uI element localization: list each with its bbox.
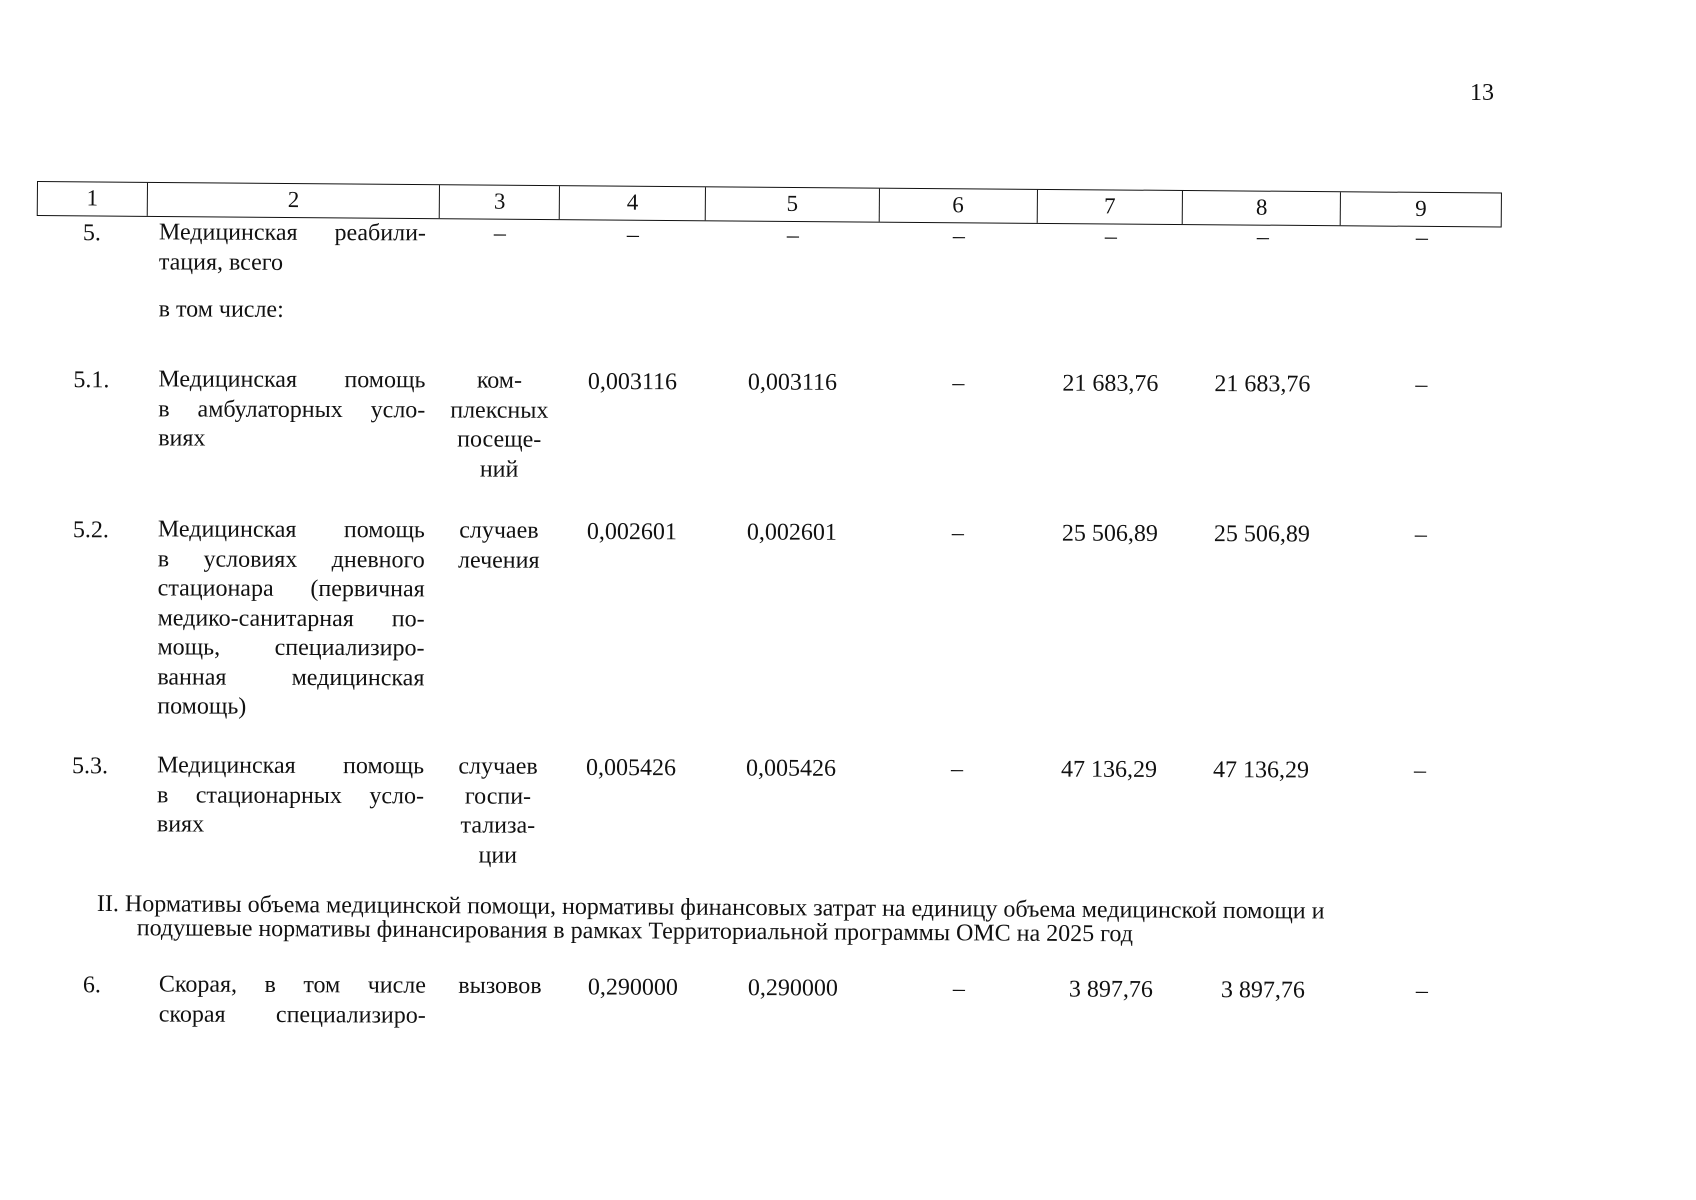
row-col-6: –	[951, 520, 964, 547]
table-row	[36, 295, 1501, 370]
row-name	[145, 515, 439, 723]
row-col-7: 47 136,29	[1061, 756, 1158, 783]
header-cell-6: 6	[880, 189, 1038, 223]
row-col-6	[880, 298, 1038, 299]
row-col-8	[1184, 299, 1342, 300]
row-col-9: –	[1414, 757, 1427, 784]
row-name-line: в том числе:	[158, 296, 284, 323]
row-name-line: в амбулаторных усло-	[158, 395, 426, 423]
row-name	[146, 365, 439, 455]
row-name	[145, 751, 438, 841]
table-row	[36, 365, 1502, 520]
header-cell-4: 4	[560, 186, 706, 220]
table-row	[35, 515, 1501, 756]
row-col-8: 3 897,76	[1220, 977, 1305, 1004]
row-col-4: 0,290000	[587, 974, 678, 1001]
row-name-line: в условиях дневного	[157, 545, 425, 573]
row-col-5: 0,002601	[746, 519, 837, 546]
row-unit-line: ции	[478, 842, 518, 869]
row-unit-line: ний	[479, 456, 519, 483]
section-title-line-1: II. Нормативы объема медицинской помощи, нормативы финансовых затрат на единицу объема медицинской помощи и	[96, 891, 1325, 925]
row-number: 5.3.	[72, 753, 109, 780]
row-unit-line: госпи-	[464, 782, 532, 810]
row-col-6: –	[952, 223, 965, 250]
header-cell-8: 8	[1183, 191, 1341, 225]
row-unit	[440, 219, 560, 249]
row-col-7	[1038, 298, 1184, 299]
row-name	[147, 970, 440, 1030]
row-number: 6.	[82, 972, 101, 999]
row-col-7: 21 683,76	[1062, 370, 1159, 397]
row-name-line: Медицинская помощь	[157, 516, 425, 544]
row-unit	[438, 752, 558, 870]
row-name-line: Медицинская реабили-	[158, 219, 426, 247]
row-col-4: 0,005426	[586, 754, 677, 782]
row-name-line: виях	[156, 811, 205, 838]
row-col-8: –	[1256, 224, 1269, 251]
row-col-5: –	[786, 222, 799, 249]
row-unit-line: случаев	[458, 753, 538, 780]
row-name-line: Медицинская помощь	[158, 366, 426, 394]
row-name-line: Скорая, в том числе	[158, 971, 426, 999]
row-unit-line: вызовов	[458, 972, 542, 1000]
header-cell-5: 5	[706, 187, 880, 221]
row-col-6: –	[951, 756, 964, 783]
row-number: 5.2.	[72, 517, 109, 544]
row-col-5	[706, 297, 880, 298]
row-col-9: –	[1414, 521, 1427, 548]
row-name	[147, 218, 440, 278]
row-unit	[440, 972, 560, 1002]
section-title-line-2: подушевые нормативы финансирования в рамках Территориальной программы ОМС на 2025 год	[136, 915, 1134, 948]
row-name-line: скорая специализиро-	[158, 1001, 426, 1029]
row-name-line: мощь, специализиро-	[157, 634, 425, 662]
row-name-line: ванная медицинская	[157, 663, 425, 691]
row-unit-line: случаев	[459, 517, 539, 544]
row-col-4: –	[626, 222, 639, 249]
row-number: 5.1.	[73, 367, 110, 394]
table-row	[37, 218, 1502, 300]
row-unit	[439, 366, 559, 484]
row-col-9	[1342, 300, 1502, 301]
row-col-5: 0,005426	[746, 755, 837, 782]
row-name	[147, 295, 440, 326]
row-name-line: помощь)	[157, 693, 247, 720]
row-unit-line: –	[493, 220, 506, 247]
table-row	[37, 970, 1502, 1035]
row-col-4: 0,003116	[587, 368, 678, 396]
header-cell-9: 9	[1415, 195, 1427, 222]
row-col-9: –	[1415, 224, 1428, 251]
row-name-line: стационара (первичная	[157, 575, 425, 603]
header-cell-3: 3	[440, 185, 560, 219]
row-unit-line: ком-	[476, 367, 523, 394]
row-unit-line: лечения	[458, 546, 540, 574]
row-name-line: в стационарных усло-	[156, 781, 425, 809]
header-cell-2: 2	[148, 183, 441, 218]
row-col-5: 0,290000	[747, 975, 838, 1002]
row-col-4	[560, 297, 706, 298]
table-row-6	[37, 970, 1502, 1035]
row-col-8: 47 136,29	[1213, 757, 1310, 784]
table-row	[35, 751, 1500, 886]
header-cell-1: 1	[38, 182, 148, 216]
row-name-line: виях	[158, 425, 206, 452]
row-col-8: 25 506,89	[1213, 521, 1310, 548]
row-unit-line: тализа-	[460, 812, 536, 839]
row-unit-line: посеще-	[457, 426, 542, 453]
row-name-line: медико-санитарная по-	[157, 604, 425, 632]
page-number: 13	[1470, 80, 1494, 106]
section-title	[97, 892, 1497, 949]
row-col-9: –	[1415, 978, 1428, 1005]
row-col-6: –	[952, 975, 965, 1003]
row-name-line: Медицинская помощь	[157, 752, 425, 780]
row-col-7: 25 506,89	[1061, 520, 1158, 547]
row-unit	[439, 516, 559, 575]
row-col-5: 0,003116	[747, 369, 838, 396]
row-col-6: –	[952, 370, 965, 397]
row-unit-line: плексных	[450, 396, 549, 424]
row-col-8: 21 683,76	[1214, 371, 1311, 398]
table-body	[35, 218, 1502, 886]
row-col-9: –	[1415, 371, 1428, 398]
row-col-4: 0,002601	[586, 518, 677, 546]
header-cell-7: 7	[1037, 190, 1183, 224]
row-col-7: –	[1104, 223, 1117, 250]
row-col-7: 3 897,76	[1068, 976, 1153, 1003]
row-name-line: тация, всего	[158, 248, 284, 276]
row-number: 5.	[82, 220, 101, 247]
